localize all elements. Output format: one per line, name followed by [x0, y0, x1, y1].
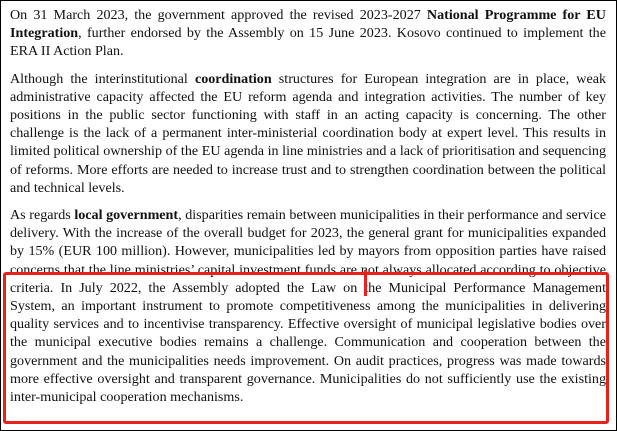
paragraph-local-government	[10, 206, 606, 406]
paragraph-local-government-text-a: As regards	[10, 207, 75, 224]
national-programme-term: National Programme for EU Integration	[10, 7, 606, 42]
paragraph-coordination	[10, 70, 606, 197]
paragraph-eu-integration	[10, 6, 606, 61]
local-government-term: local government	[74, 207, 179, 224]
paragraph-eu-integration-text-b: , further endorsed by the Assembly on 15 June 2023. Kosovo continued to implement the ERA II Action Plan.	[10, 25, 606, 60]
coordination-term: coordination	[194, 70, 272, 87]
paragraph-coordination-text-a: Although the interinstitutional	[10, 70, 195, 87]
paragraph-local-government-text-b: , disparities remain between municipalities in their performance and service delivery. With the increase of the overall budget for 2023, the general grant for municipalities expanded by 15% (EUR 100 million). However, municipalities led by mayors from opposition parties have raised concerns that the line ministries’ capital investment funds are not always allocated according to objective criteria.	[10, 207, 606, 296]
paragraph-coordination-text-b: structures for European integration are in place, weak administrative capacity affected the EU reform agenda and integration activities. The number of key positions in the public sector functioning with staff in an acting capacity is concerning. The other challenge is the lack of a permanent inter-ministerial coordination body at expert level. This results in limited political ownership of the EU agenda in line ministries and a lack of prioritisation and sequencing of reforms. More efforts are needed to increase trust and to strengthen coordination between the political and technical levels.	[10, 70, 606, 196]
document-body	[10, 6, 606, 415]
highlighted-passage: In July 2022, the Assembly adopted the Law on the Municipal Performance Management System, an important instrument to promote competitiveness among the municipalities in delivering quality services and to incentivise transparency. Effective oversight of municipal legislative bodies over the municipal executive bodies remains a challenge. Communication and cooperation between the government and the municipalities needs improvement. On audit practices, progress was made towards more effective oversight and transparent governance. Municipalities do not sufficiently use the existing inter-municipal cooperation mechanisms.	[10, 279, 606, 406]
paragraph-eu-integration-text-a: On 31 March 2023, the government approved the revised 2023-2027	[10, 7, 427, 23]
